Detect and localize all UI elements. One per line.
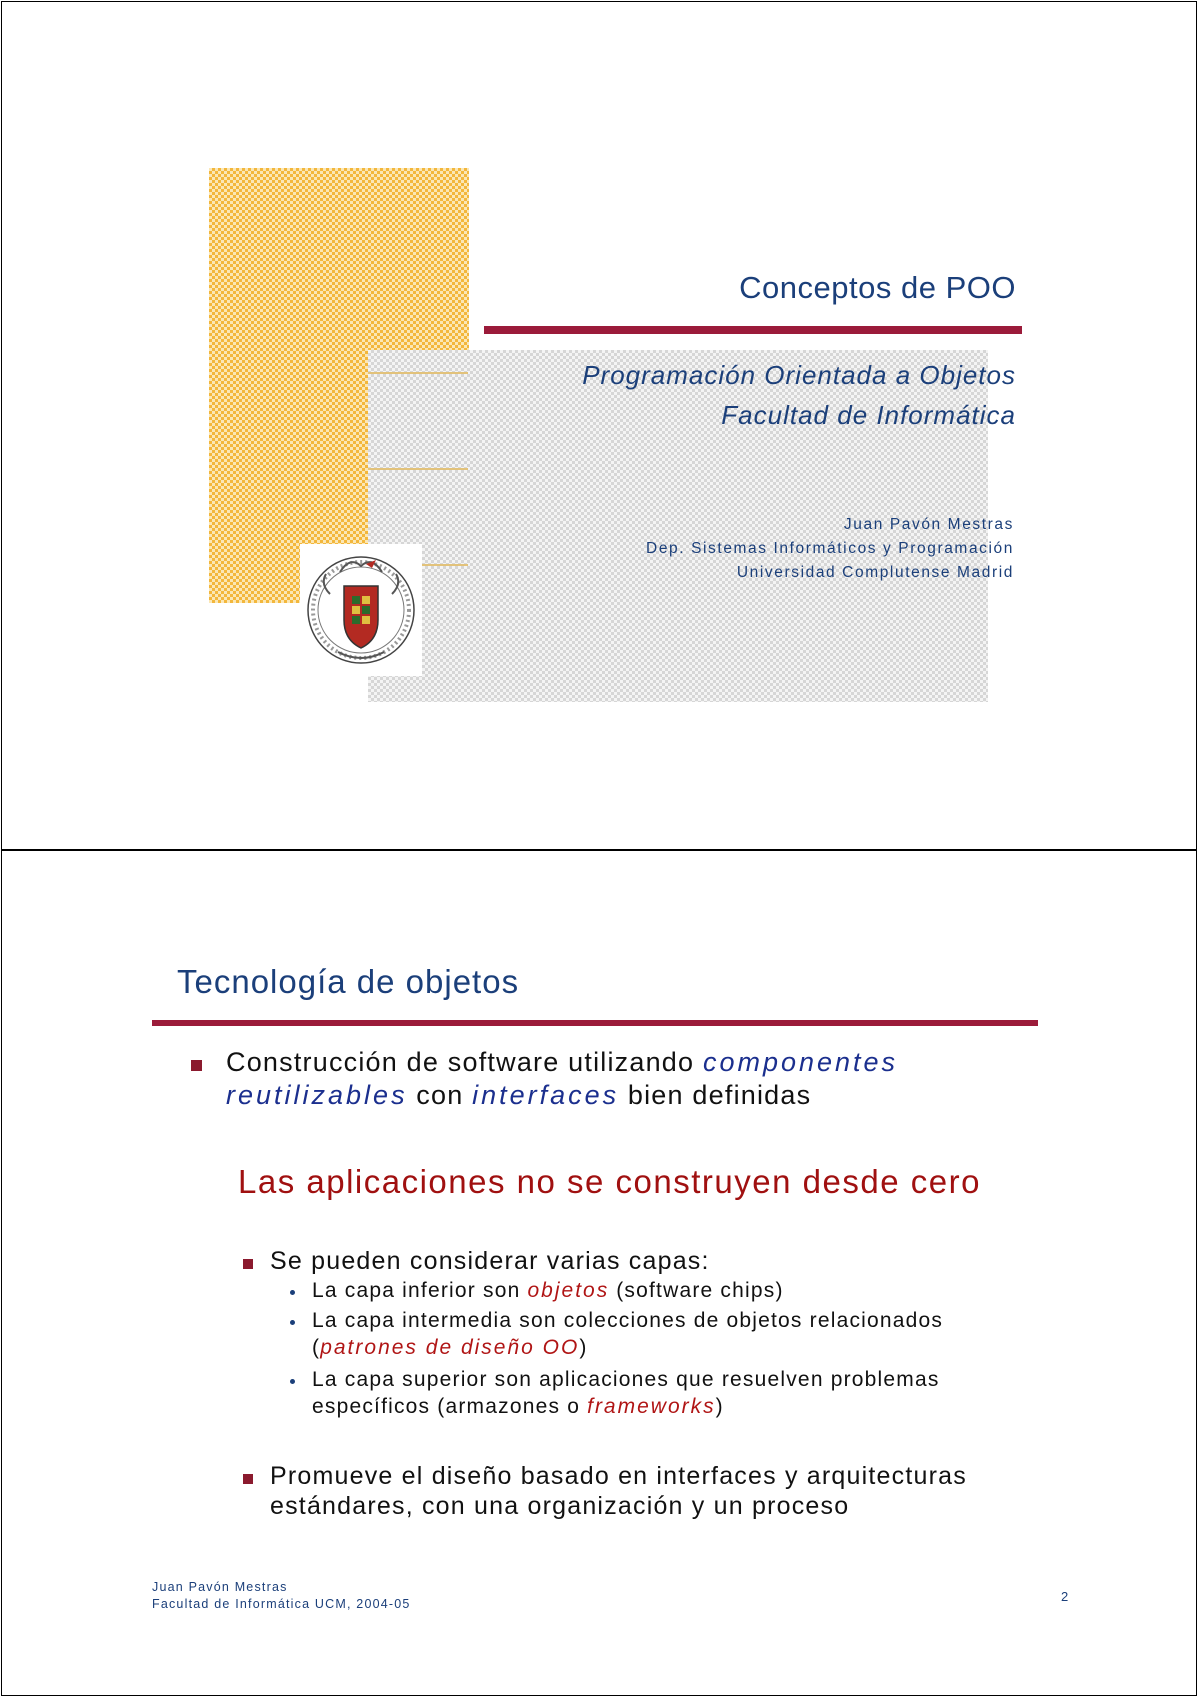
footer-institution: Facultad de Informática UCM, 2004-05 bbox=[152, 1597, 411, 1611]
bullet-dot bbox=[290, 1320, 295, 1325]
department-name: Dep. Sistemas Informáticos y Programación bbox=[646, 540, 1014, 557]
layer-text: La capa inferior son bbox=[312, 1279, 528, 1302]
emphasis-term: frameworks bbox=[587, 1395, 716, 1418]
emphasis-term: patrones de diseño OO bbox=[320, 1336, 580, 1359]
bullet-text: bien definidas bbox=[619, 1080, 812, 1110]
faculty-name: Facultad de Informática bbox=[721, 400, 1016, 430]
emphasis-term: interfaces bbox=[472, 1080, 620, 1110]
content-slide bbox=[1, 850, 1197, 1696]
bullet-text: Construcción de software utilizando bbox=[226, 1047, 703, 1077]
bullet-marker bbox=[243, 1474, 253, 1484]
layer-item-continuation bbox=[312, 1336, 588, 1360]
emphasis-term: reutilizables bbox=[226, 1080, 408, 1110]
layer-item-continuation bbox=[312, 1395, 724, 1419]
footer-author: Juan Pavón Mestras bbox=[152, 1580, 288, 1594]
sub-bullet-text: Se pueden considerar varias capas: bbox=[270, 1247, 710, 1275]
bullet-text: con bbox=[407, 1080, 473, 1110]
title-rule bbox=[152, 1020, 1038, 1026]
bullet-text-line bbox=[226, 1047, 898, 1078]
bullet-marker bbox=[191, 1060, 202, 1071]
bullet-dot bbox=[290, 1379, 295, 1384]
emphasis-term: objetos bbox=[527, 1279, 610, 1302]
title-slide bbox=[1, 1, 1197, 850]
layer-text: (software chips) bbox=[609, 1279, 784, 1302]
layer-item: La capa intermedia son colecciones de objetos relacionados bbox=[312, 1309, 944, 1332]
layer-text: ) bbox=[579, 1336, 588, 1359]
slide-title: Conceptos de POO bbox=[739, 270, 1016, 305]
bullet-text-line bbox=[226, 1080, 811, 1111]
sub-bullet-text-continuation: estándares, con una organización y un proceso bbox=[270, 1492, 850, 1520]
layer-item: La capa superior son aplicaciones que resuelven problemas bbox=[312, 1368, 940, 1391]
bullet-dot bbox=[290, 1290, 295, 1295]
layer-item bbox=[312, 1279, 784, 1303]
layer-text: específicos (armazones o bbox=[312, 1395, 588, 1418]
sub-bullet-text: Promueve el diseño basado en interfaces y arquitecturas bbox=[270, 1462, 967, 1490]
title-rule bbox=[484, 326, 1022, 334]
slide-title: Tecnología de objetos bbox=[177, 963, 520, 1000]
emphasis-term: componentes bbox=[702, 1047, 899, 1077]
layer-text: ( bbox=[312, 1336, 321, 1359]
university-seal-icon bbox=[300, 544, 422, 676]
page-number: 2 bbox=[1061, 1589, 1069, 1604]
highlight-statement: Las aplicaciones no se construyen desde cero bbox=[238, 1163, 981, 1200]
course-name: Programación Orientada a Objetos bbox=[582, 360, 1016, 390]
bullet-marker bbox=[243, 1259, 253, 1269]
author-name: Juan Pavón Mestras bbox=[843, 516, 1014, 533]
university-name: Universidad Complutense Madrid bbox=[736, 564, 1014, 581]
layer-text: ) bbox=[715, 1395, 724, 1418]
decorative-line bbox=[368, 372, 468, 374]
decorative-line bbox=[368, 468, 468, 470]
